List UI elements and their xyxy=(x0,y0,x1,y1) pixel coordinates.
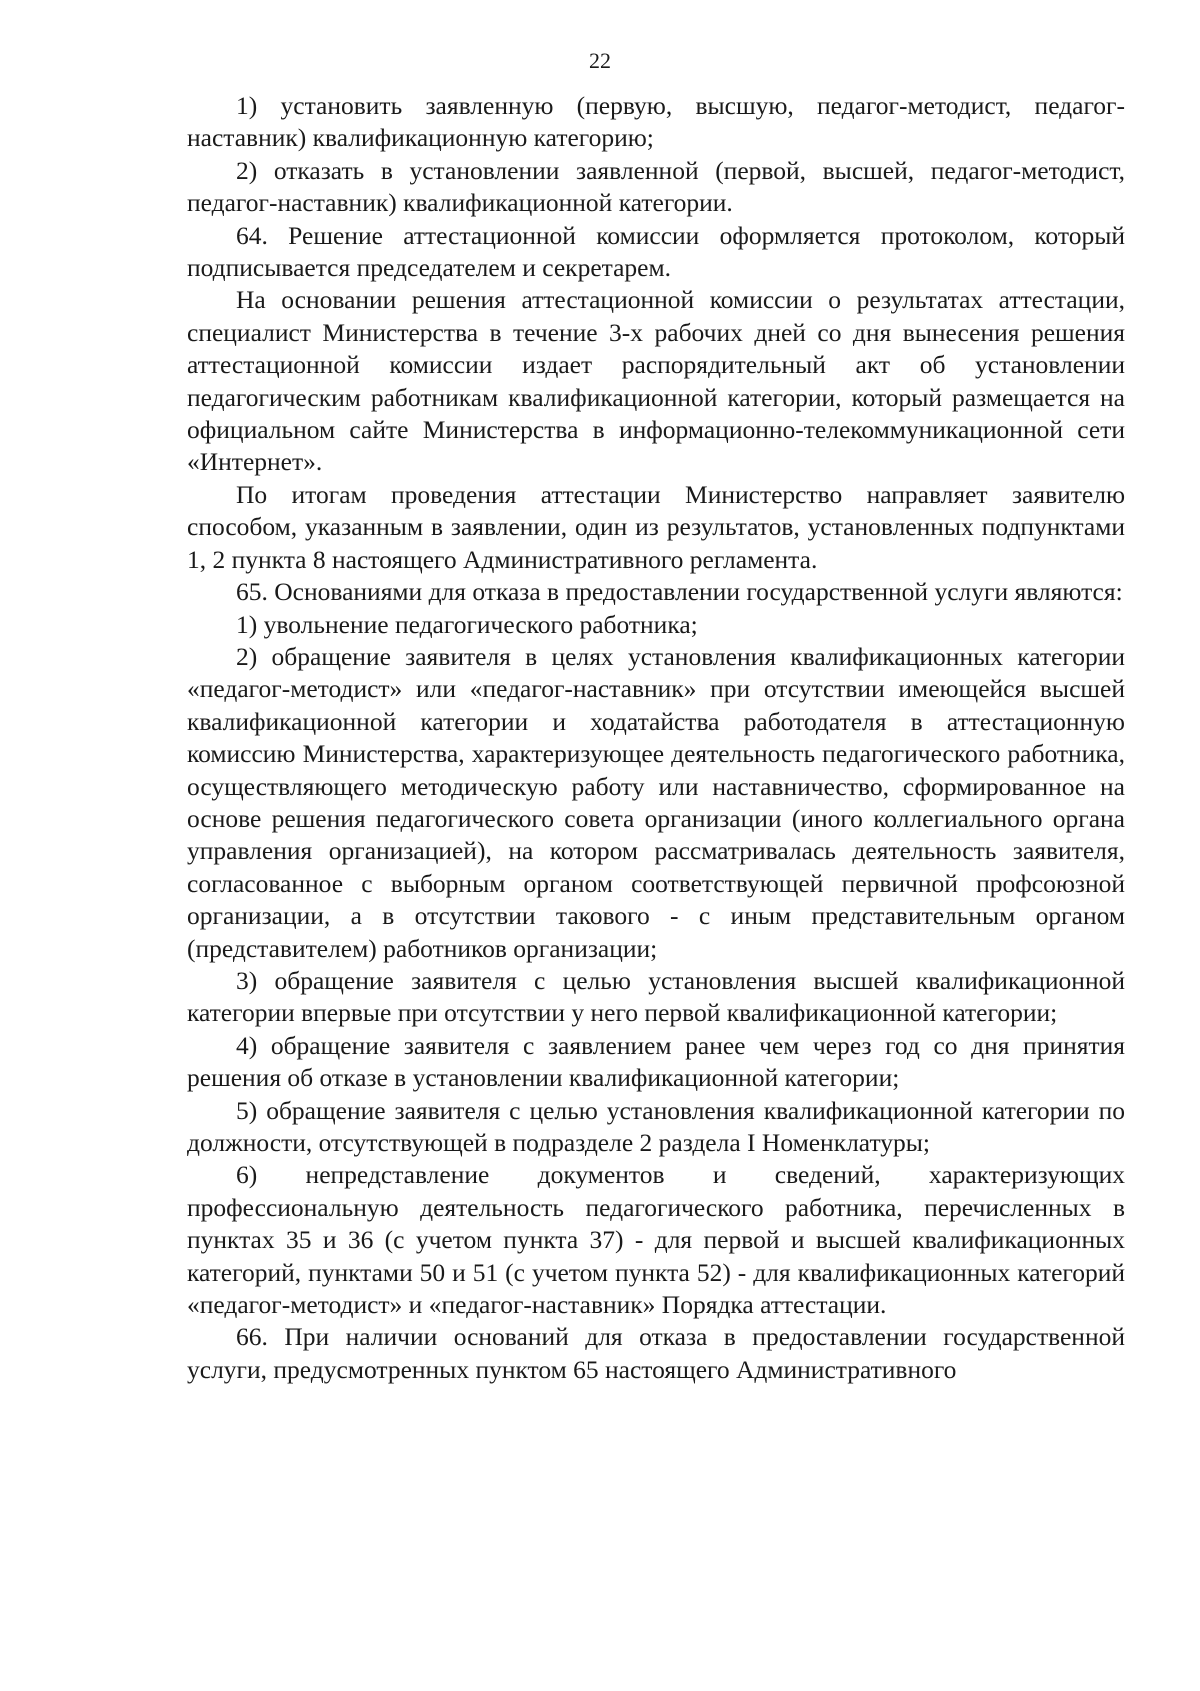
paragraph-ground-6: 6) непредставление документов и сведений, характеризующих профессиональную деятельность педагогического работника, перечисленных в пунктах 35 и 36 (с учетом пункта 37) - для первой и высшей квалификационных категорий, пунктами 50 и 51 (с учетом пункта 52) - для квалификационных категорий «педагог-методист» и «педагог-наставник» Порядка аттестации. xyxy=(187,1160,1125,1320)
paragraph-ground-1: 1) увольнение педагогического работника; xyxy=(236,609,698,639)
paragraph-66-refusal: 66. При наличии оснований для отказа в предоставлении государственной услуги, предусмотренных пунктом 65 настоящего Административного xyxy=(187,1322,1125,1384)
document-body xyxy=(187,90,1125,1386)
paragraph-ground-5: 5) обращение заявителя с целью установления квалификационной категории по должности, отсутствующей в подразделе 2 раздела I Номенклатуры; xyxy=(187,1095,1125,1157)
paragraph-ministry-act: На основании решения аттестационной комиссии о результатах аттестации, специалист Министерства в течение 3-х рабочих дней со дня вынесения решения аттестационной комиссии издает распорядительный акт об установлении педагогическим работникам квалификационной категории, который размещается на официальном сайте Министерства в информационно-телекоммуникационной сети «Интернет». xyxy=(187,285,1125,477)
page-number: 22 xyxy=(589,48,611,73)
paragraph-results-notification: По итогам проведения аттестации Министерство направляет заявителю способом, указанным в заявлении, один из результатов, установленных подпунктами 1, 2 пункта 8 настоящего Административного регламента. xyxy=(187,479,1125,574)
paragraph-64-protocol: 64. Решение аттестационной комиссии оформляется протоколом, который подписывается председателем и секретарем. xyxy=(187,220,1125,283)
paragraph-ground-2: 2) обращение заявителя в целях установления квалификационных категории «педагог-методист» или «педагог-наставник» при отсутствии имеющейся высшей квалификационной категории и ходатайства работодателя в аттестационную комиссию Министерства, характеризующее деятельность педагогического работника, осуществляющего методическую работу или наставничество, сформированное на основе решения педагогического совета организации (иного коллегиального органа управления организацией), на котором рассматривалась деятельность заявителя, согласованное с выборным органом соответствующей первичной профсоюзной организации, а в отсутствии такового - с иным представительным органом (представителем) работников организации; xyxy=(187,641,1125,963)
paragraph-65-refusal-grounds: 65. Основаниями для отказа в предоставлении государственной услуги являются: xyxy=(236,577,1123,607)
paragraph-ground-3: 3) обращение заявителя с целью установления высшей квалификационной категории впервые при отсутствии у него первой квалификационной категории; xyxy=(187,965,1125,1028)
paragraph-subitem-2-refuse-category: 2) отказать в установлении заявленной (первой, высшей, педагог-методист, педагог-наставник) квалификационной категории. xyxy=(187,155,1125,218)
paragraph-subitem-1-set-category: 1) установить заявленную (первую, высшую, педагог-методист, педагог-наставник) квалификационную категорию; xyxy=(187,91,1125,153)
paragraph-ground-4: 4) обращение заявителя с заявлением ранее чем через год со дня принятия решения об отказе в установлении квалификационной категории; xyxy=(187,1030,1125,1093)
